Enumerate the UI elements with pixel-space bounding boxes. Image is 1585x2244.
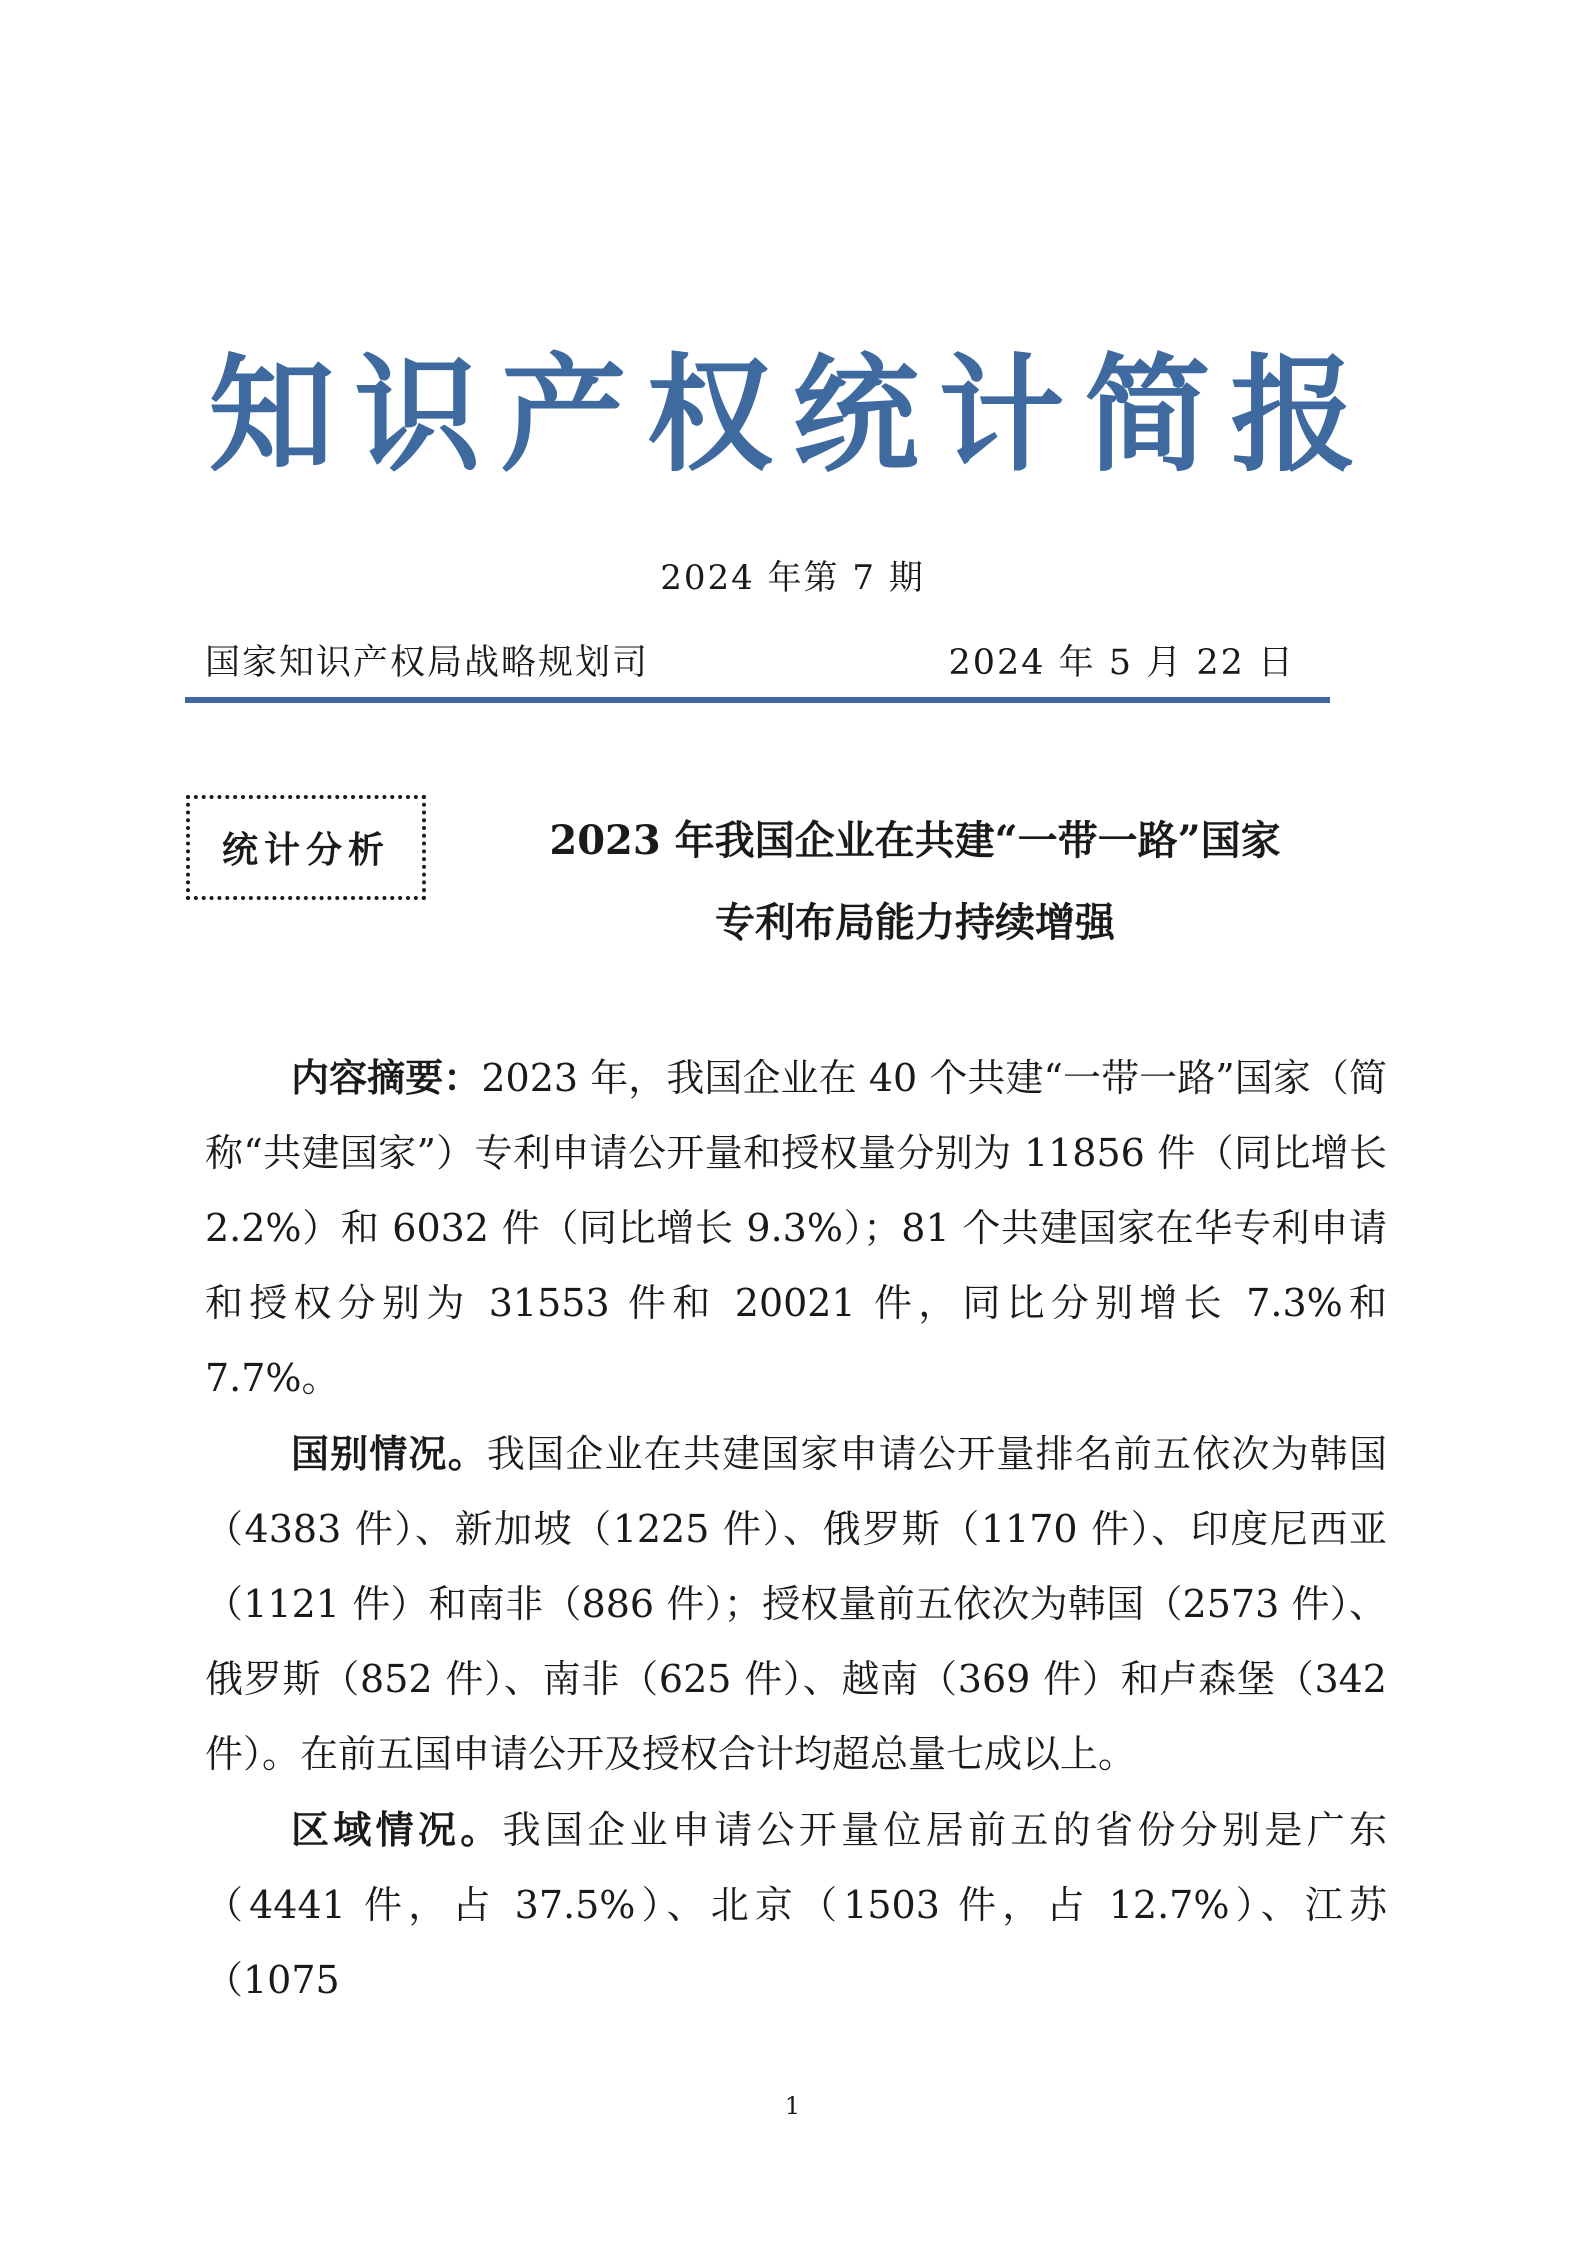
paragraph-lead: 区域情况。 <box>291 1807 503 1852</box>
paragraph-summary <box>205 1040 1387 1416</box>
publish-date: 2024 年 5 月 22 日 <box>948 643 1295 683</box>
paragraph-lead: 国别情况。 <box>291 1431 487 1476</box>
paragraph-lead: 内容摘要： <box>291 1055 482 1100</box>
section-tag: 统计分析 <box>186 795 426 900</box>
paragraph-text: 我国企业在共建国家申请公开量排名前五依次为韩国（4383 件）、新加坡（1225 件）、俄罗斯（1170 件）、印度尼西亚（1121 件）和南非（886 件）；授权量前五依次为韩国（2573 件）、俄罗斯（852 件）、南非（625 件）、越南（369 件）和卢森堡（342 件）。在前五国申请公开及授权合计均超总量七成以上。 <box>205 1432 1387 1776</box>
article-body <box>205 1040 1387 2018</box>
article-title-line-1: 2023 年我国企业在共建“一带一路”国家 <box>549 817 1281 864</box>
masthead-title: 知识产权统计简报 <box>208 341 1377 489</box>
issue-number: 2024 年第 7 期 <box>660 558 925 598</box>
header-divider <box>185 697 1330 703</box>
paragraph-region <box>205 1792 1387 2018</box>
article-title <box>440 800 1390 964</box>
paragraph-text: 2023 年，我国企业在 40 个共建“一带一路”国家（简称“共建国家”）专利申请公开量和授权量分别为 11856 件（同比增长 2.2%）和 6032 件（同比增长 9.3%）；81 个共建国家在华专利申请和授权分别为 31553 件和 20021 件，同比分别增长 7.3%和 7.7%。 <box>205 1056 1387 1400</box>
paragraph-country <box>205 1416 1387 1792</box>
paragraph-text: 我国企业申请公开量位居前五的省份分别是广东（4441 件，占 37.5%）、北京（1503 件，占 12.7%）、江苏（1075 <box>205 1808 1387 2002</box>
page-number: 1 <box>784 2092 801 2120</box>
article-title-line-2: 专利布局能力持续增强 <box>715 899 1115 946</box>
publisher-name: 国家知识产权局战略规划司 <box>205 643 650 683</box>
